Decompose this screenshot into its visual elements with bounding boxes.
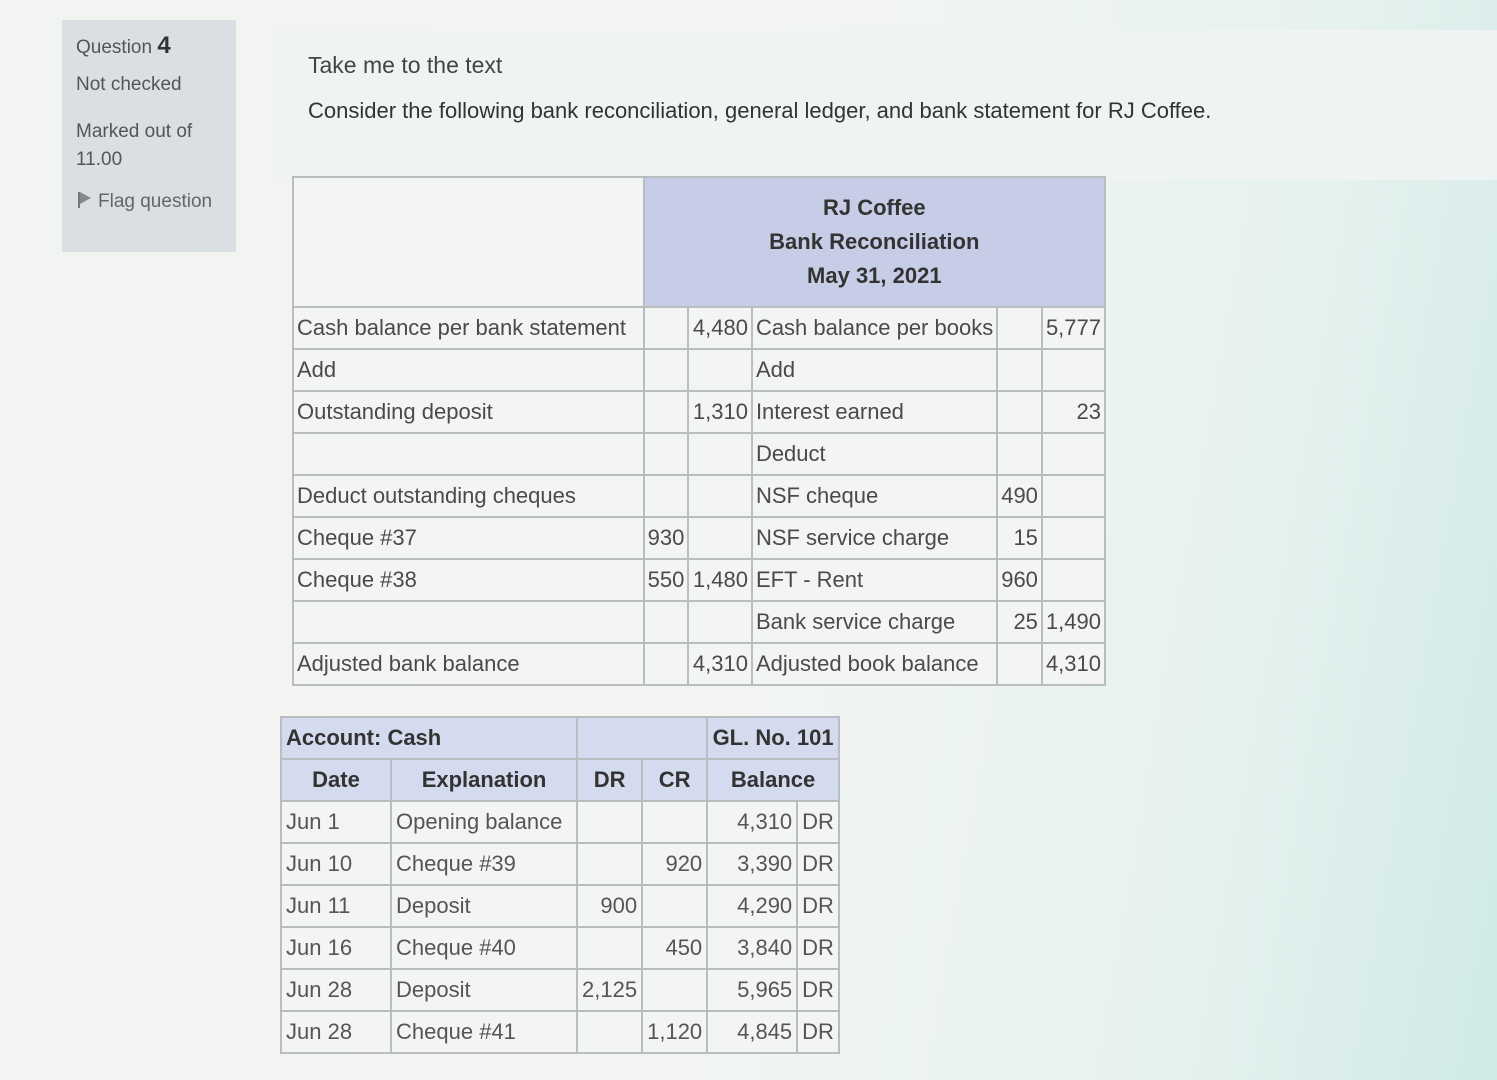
recon-cell-left-amount2: 1,310 [688,391,752,433]
recon-cell-right-amount1: 960 [997,559,1042,601]
ledger-cell-balance: 4,310 [707,801,797,843]
ledger-row [281,1011,839,1053]
ledger-cell-dr: 2,125 [577,969,642,1011]
ledger-cell-explanation: Cheque #41 [391,1011,577,1053]
ledger-cell-explanation: Opening balance [391,801,577,843]
ledger-cell-date: Jun 28 [281,1011,391,1053]
recon-cell-left-amount1 [644,307,689,349]
ledger-cell-balance: 4,290 [707,885,797,927]
ledger-cell-dr [577,801,642,843]
recon-cell-left-label [293,601,644,643]
ledger-cell-balance-type: DR [797,969,839,1011]
ledger-cell-balance-type: DR [797,843,839,885]
take-me-to-text-link[interactable]: Take me to the text [308,52,503,78]
recon-cell-right-amount2 [1042,559,1105,601]
ledger-row [281,843,839,885]
recon-cell-left-amount2 [688,349,752,391]
ledger-cell-balance-type: DR [797,801,839,843]
recon-cell-right-amount2 [1042,475,1105,517]
recon-header [644,177,1105,307]
recon-cell-right-label: NSF cheque [752,475,997,517]
ledger-cell-explanation: Deposit [391,969,577,1011]
recon-cell-right-label: NSF service charge [752,517,997,559]
ledger-cell-dr [577,843,642,885]
recon-cell-right-label: Add [752,349,997,391]
recon-cell-left-amount1 [644,475,689,517]
recon-cell-right-amount1 [997,643,1042,685]
recon-cell-right-amount2: 23 [1042,391,1105,433]
ledger-header-explanation: Explanation [391,759,577,801]
recon-row [293,307,1105,349]
recon-cell-left-amount2 [688,601,752,643]
recon-cell-left-label: Cash balance per bank statement [293,307,644,349]
question-info-panel [62,20,236,252]
ledger-cell-cr [642,801,707,843]
recon-cell-right-amount1: 15 [997,517,1042,559]
ledger-cell-balance: 3,840 [707,927,797,969]
recon-header-left [293,177,644,307]
recon-cell-right-label: Bank service charge [752,601,997,643]
recon-cell-left-label: Cheque #37 [293,517,644,559]
recon-cell-right-label: Adjusted book balance [752,643,997,685]
recon-cell-right-amount2: 1,490 [1042,601,1105,643]
ledger-cell-balance: 3,390 [707,843,797,885]
recon-cell-right-amount1 [997,391,1042,433]
ledger-cell-balance-type: DR [797,885,839,927]
question-status: Not checked [76,74,182,95]
recon-cell-right-amount2 [1042,517,1105,559]
recon-cell-left-amount1 [644,433,689,475]
ledger-cell-balance: 5,965 [707,969,797,1011]
recon-cell-left-label: Add [293,349,644,391]
ledger-cell-cr: 920 [642,843,707,885]
ledger-gl-number: GL. No. 101 [707,717,839,759]
flag-icon [76,191,92,207]
ledger-row [281,801,839,843]
recon-cell-left-amount1 [644,643,689,685]
question-number: Question 4 [76,32,171,59]
ledger-row [281,969,839,1011]
recon-cell-right-amount1 [997,433,1042,475]
ledger-header-dr: DR [577,759,642,801]
recon-cell-left-amount1 [644,391,689,433]
recon-cell-left-amount2 [688,517,752,559]
ledger-cell-cr: 1,120 [642,1011,707,1053]
recon-cell-left-amount2 [688,475,752,517]
ledger-cell-cr [642,885,707,927]
recon-cell-left-amount2: 4,310 [688,643,752,685]
ledger-cell-date: Jun 10 [281,843,391,885]
recon-cell-right-label: Interest earned [752,391,997,433]
ledger-row [281,885,839,927]
ledger-header-balance: Balance [707,759,839,801]
recon-cell-left-label: Deduct outstanding cheques [293,475,644,517]
recon-row [293,517,1105,559]
recon-row [293,601,1105,643]
recon-header-row [293,177,1105,307]
ledger-account-label: Account: Cash [281,717,577,759]
ledger-header-date: Date [281,759,391,801]
recon-cell-right-amount1 [997,349,1042,391]
recon-row [293,433,1105,475]
ledger-cell-date: Jun 16 [281,927,391,969]
recon-cell-right-amount2 [1042,349,1105,391]
ledger-cell-date: Jun 1 [281,801,391,843]
question-marks: Marked out of 11.00 [76,121,193,170]
recon-date: May 31, 2021 [807,263,942,288]
recon-cell-right-label: EFT - Rent [752,559,997,601]
recon-cell-right-amount1: 25 [997,601,1042,643]
recon-cell-right-label: Cash balance per books [752,307,997,349]
recon-cell-right-amount2: 4,310 [1042,643,1105,685]
ledger-cell-dr [577,1011,642,1053]
recon-cell-left-label: Outstanding deposit [293,391,644,433]
ledger-cell-cr [642,969,707,1011]
recon-cell-left-amount1 [644,601,689,643]
recon-cell-right-amount1 [997,307,1042,349]
ledger-cell-balance-type: DR [797,927,839,969]
flag-question-link[interactable]: Flag question [76,188,222,216]
ledger-cell-cr: 450 [642,927,707,969]
recon-cell-right-amount1: 490 [997,475,1042,517]
ledger-cell-date: Jun 28 [281,969,391,1011]
recon-cell-left-amount1 [644,349,689,391]
recon-cell-left-amount2 [688,433,752,475]
recon-cell-right-label: Deduct [752,433,997,475]
ledger-account-blank [577,717,707,759]
ledger-cell-balance-type: DR [797,1011,839,1053]
recon-subtitle: Bank Reconciliation [769,229,980,254]
recon-cell-left-amount2: 1,480 [688,559,752,601]
recon-row [293,391,1105,433]
recon-cell-left-amount1: 550 [644,559,689,601]
recon-row [293,559,1105,601]
ledger-cell-explanation: Cheque #39 [391,843,577,885]
recon-title: RJ Coffee [822,195,926,220]
question-content [276,30,1497,180]
ledger-row [281,927,839,969]
ledger-cell-date: Jun 11 [281,885,391,927]
ledger-cell-balance: 4,845 [707,1011,797,1053]
recon-cell-right-amount2 [1042,433,1105,475]
ledger-cell-explanation: Deposit [391,885,577,927]
ledger-account-row [281,717,839,759]
ledger-cell-explanation: Cheque #40 [391,927,577,969]
recon-cell-left-amount1: 930 [644,517,689,559]
recon-row [293,349,1105,391]
recon-cell-left-amount2: 4,480 [688,307,752,349]
recon-row [293,643,1105,685]
bank-reconciliation-table [292,176,1106,686]
ledger-cell-dr: 900 [577,885,642,927]
question-prompt: Consider the following bank reconciliation, general ledger, and bank statement for RJ Coffee. [308,98,1212,123]
general-ledger-table [280,716,840,1054]
recon-row [293,475,1105,517]
ledger-cell-dr [577,927,642,969]
recon-cell-right-amount2: 5,777 [1042,307,1105,349]
ledger-header-cr: CR [642,759,707,801]
ledger-header-row [281,759,839,801]
recon-cell-left-label [293,433,644,475]
recon-cell-left-label: Cheque #38 [293,559,644,601]
recon-cell-left-label: Adjusted bank balance [293,643,644,685]
